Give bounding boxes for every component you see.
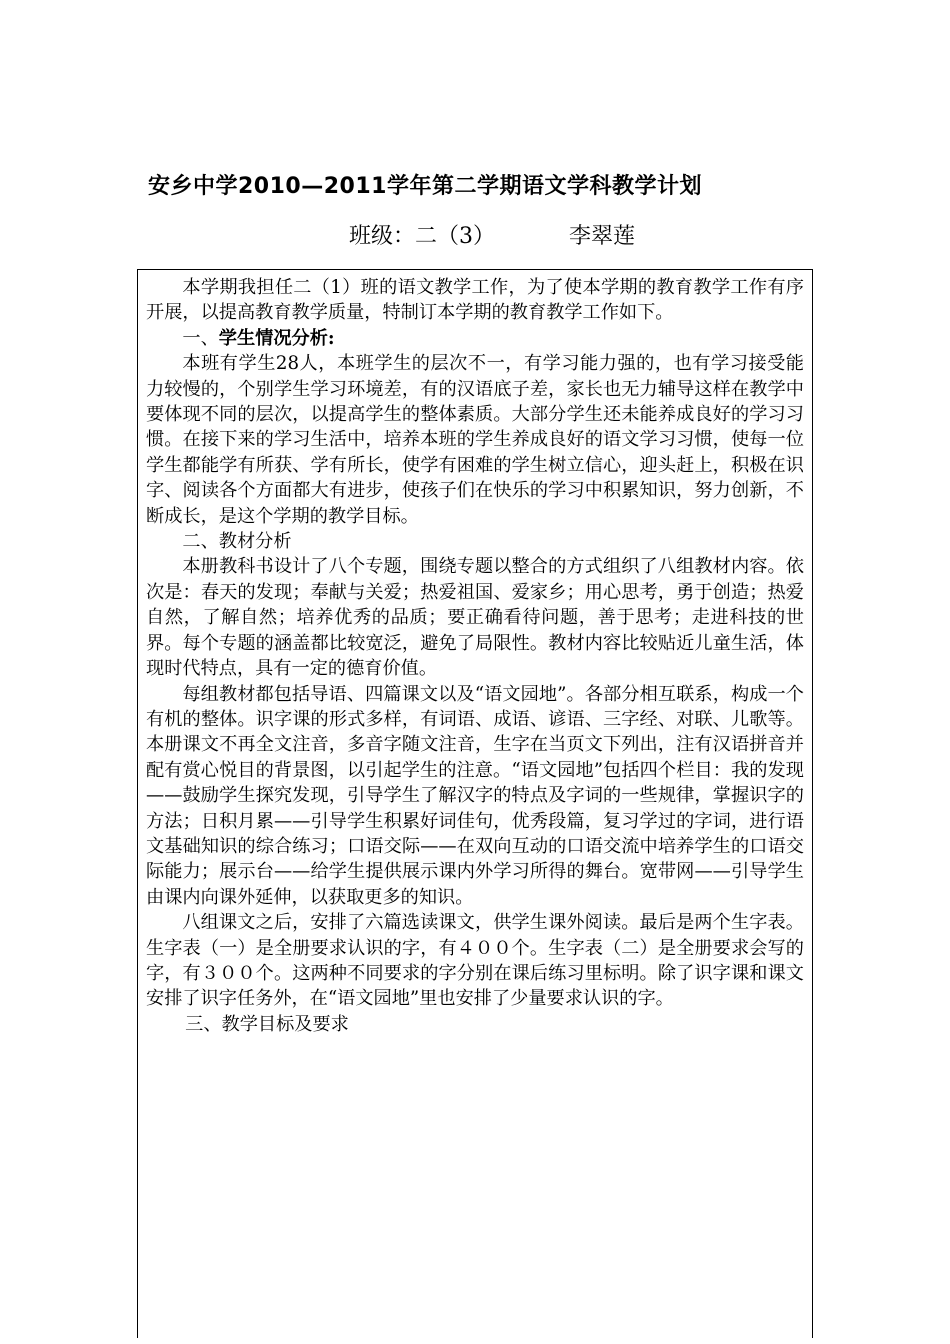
heading-number: 一、	[182, 327, 219, 349]
students-paragraph: 本班有学生28人，本班学生的层次不一，有学习能力强的，也有学习接受能力较慢的，个别学生学习环境差，有的汉语底子差，家长也无力辅导这样在教学中要体现不同的层次，以提高学生的整体素质。大部分学生还未能养成良好的学习习惯。在接下来的学习生活中，培养本班的学生养成良好的语文学习习惯，使每一位学生都能学有所获、学有所长，使学有困难的学生树立信心，迎头赶上，积极在识字、阅读各个方面都大有进步，使孩子们在快乐的学习中积累知识，努力创新，不断成长，是这个学期的教学目标。	[146, 353, 804, 527]
plan-content-table	[137, 269, 813, 1338]
teacher-name: 李翠莲	[569, 224, 636, 249]
section-heading-goals: 三、教学目标及要求	[185, 1013, 349, 1035]
section-heading-students	[146, 326, 804, 351]
textbook-paragraph-2: 每组教材都包括导语、四篇课文以及“语文园地”。各部分相互联系，构成一个有机的整体。识字课的形式多样，有词语、成语、谚语、三字经、对联、儿歌等。本册课文不再全文注音，多音字随文注音，生字在当页文下列出，注有汉语拼音并配有赏心悦目的背景图，以引起学生的注意。“语文园地”包括四个栏目：我的发现——鼓励学生探究发现，引导学生了解汉字的特点及字词的一些规律，掌握识字的方法；日积月累——引导学生积累好词佳句，优秀段篇，复习学过的字词，进行语文基础知识的综合练习；口语交际——在双向互动的口语交流中培养学生的口语交际能力；展示台——给学生提供展示课内外学习所得的舞台。宽带网——引导学生由课内向课外延伸，以获取更多的知识。	[146, 683, 804, 908]
class-teacher-line	[349, 222, 635, 252]
textbook-paragraph-3: 八组课文之后，安排了六篇选读课文，供学生课外阅读。最后是两个生字表。生字表（一）是全册要求认识的字，有４００个。生字表（二）是全册要求会写的字，有３００个。这两种不同要求的字分别在课后练习里标明。除了识字课和课文安排了识字任务外，在“语文园地”里也安排了少量要求认识的字。	[146, 912, 804, 1010]
textbook-paragraph-1: 本册教科书设计了八个专题，围绕专题以整合的方式组织了八组教材内容。依次是：春天的发现；奉献与关爱；热爱祖国、爱家乡；用心思考，勇于创造；热爱自然，了解自然；培养优秀的品质；要正确看待问题，善于思考；走进科技的世界。每个专题的涵盖都比较宽泛，避免了局限性。教材内容比较贴近儿童生活，体现时代特点，具有一定的德育价值。	[146, 556, 804, 680]
class-label: 班级：二（3）	[349, 224, 495, 249]
intro-paragraph: 本学期我担任二（1）班的语文教学工作，为了使本学期的教育教学工作有序开展，以提高教育教学质量，特制订本学期的教育教学工作如下。	[146, 277, 804, 324]
page-title: 安乡中学2010—2011学年第二学期语文学科教学计划	[148, 174, 702, 199]
section-heading-textbook: 二、教材分析	[182, 531, 292, 553]
heading-text: 学生情况分析:	[218, 327, 335, 349]
